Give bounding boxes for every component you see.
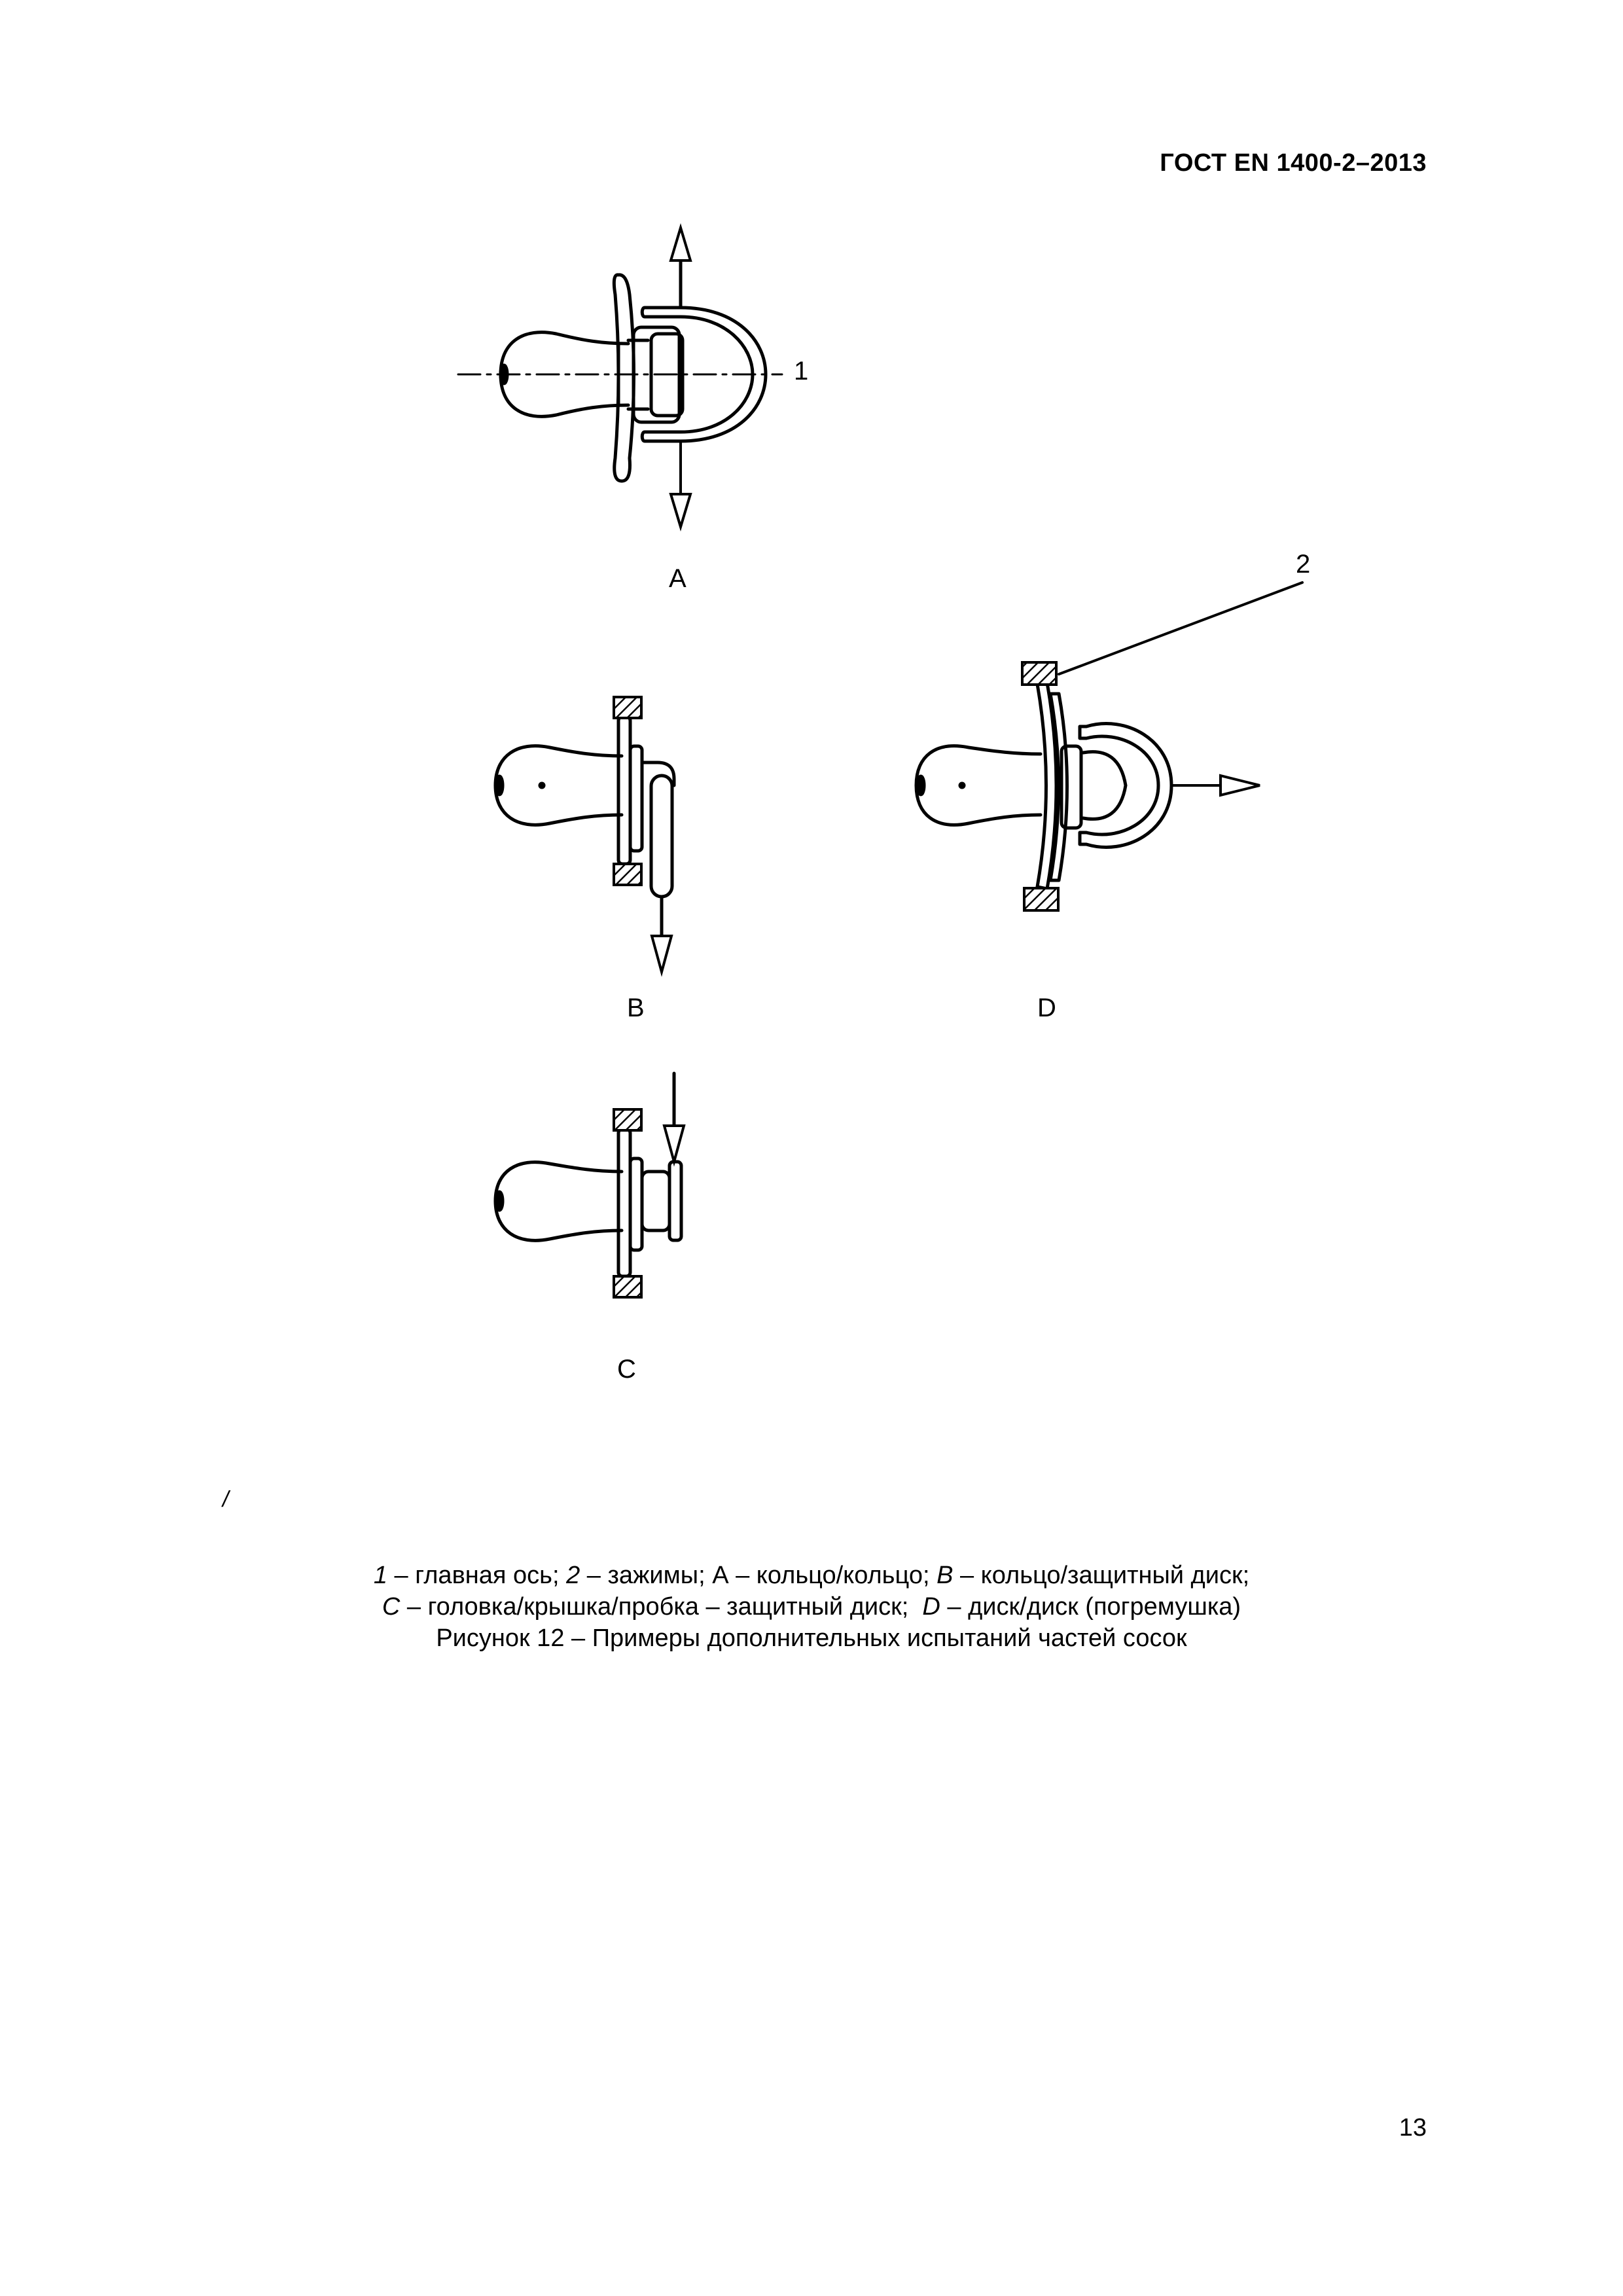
caption-legend-line-1: 1 – главная ось; 2 – зажимы; А – кольцо/кольцо; B – кольцо/защитный диск; [373,1562,1250,1589]
clamp-top-c [614,1109,641,1130]
callout-2-leader [1059,583,1302,674]
document-standard-id: ГОСТ EN 1400-2–2013 [1160,149,1427,177]
teat-bulb-c [495,1162,622,1241]
panel-b-drawing [495,717,674,936]
callout-2-label: 2 [1296,550,1311,579]
arrow-down-b [652,936,671,972]
clamp-top-b [614,697,641,718]
teat-bulb-d [916,746,1041,825]
figure-title: Рисунок 12 – Примеры дополнительных испытаний частей сосок [436,1624,1187,1652]
clamp-bottom-b [614,864,641,885]
clamp-top-d [1022,662,1056,685]
shield-disc [614,275,633,481]
teat-bulb-b [495,746,622,825]
panel-c-label: C [617,1355,636,1384]
arrow-down-c [664,1126,684,1162]
arrow-down [671,494,690,527]
stray-mark: / [223,1487,229,1512]
figure-caption [0,1560,1623,1654]
caption-legend-line-2: C – головка/крышка/пробка – защитный диск; D – диск/диск (погремушка) [382,1593,1241,1621]
panel-d-drawing [916,583,1302,889]
clamp-bottom-c [614,1276,641,1297]
arrow-right-d [1221,776,1260,795]
ring-vertical [651,776,672,897]
page-number: 13 [1399,2114,1427,2142]
panel-c-drawing [495,1073,681,1276]
panel-a-drawing [458,259,782,481]
panel-a-label: A [669,564,687,593]
panel-b-label: B [627,994,645,1022]
panel-d-label: D [1037,994,1056,1022]
clamp-bottom-d [1024,888,1058,910]
callout-1-label: 1 [794,357,809,386]
arrow-up [671,228,690,260]
cap-button [642,1172,669,1230]
